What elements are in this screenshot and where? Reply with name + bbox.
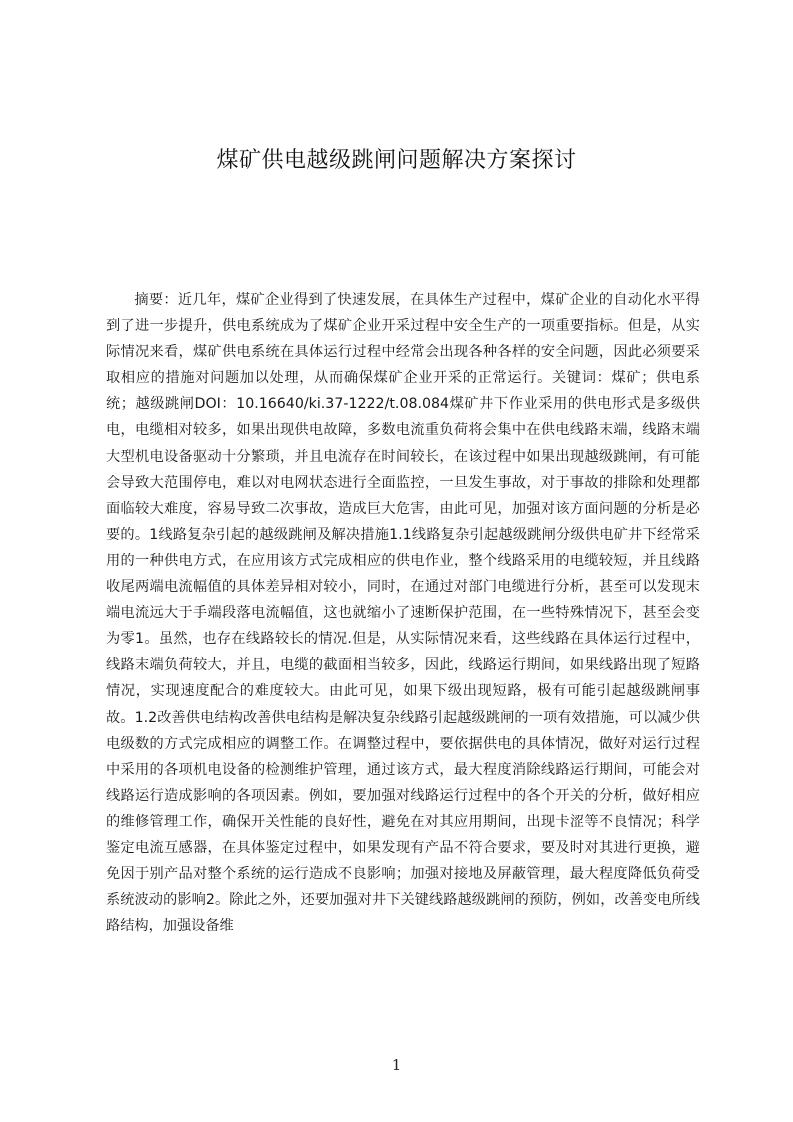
page-number: 1 xyxy=(391,1056,402,1074)
document-title: 煤矿供电越级跳闸问题解决方案探讨 xyxy=(216,148,577,173)
body-paragraph: 摘要：近几年，煤矿企业得到了快速发展，在具体生产过程中，煤矿企业的自动化水平得到了进一步提升，供电系统成为了煤矿企业开采过程中安全生产的一项重要指标。但是，从实际情况来看，煤矿供电系统在具体运行过程中经常会出现各种各样的安全问题，因此必须要采取相应的措施对问题加以处理，从而确保煤矿企业开采的正常运行。关键词：煤矿；供电系统；越级跳闸DOI：10.16640/ki.37-1222/t.08.084煤矿井下作业采用的供电形式是多级供电，电缆相对较多，如果出现供电故障，多数电流重负荷将会集中在供电线路末端，线路末端大型机电设备驱动十分繁琐，并且电流存在时间较长，在该过程中如果出现越级跳闸，有可能会导致大范围停电，难以对电网状态进行全面监控，一旦发生事故，对于事故的排除和处理都面临较大难度，容易导致二次事故，造成巨大危害，由此可见，加强对该方面问题的分析是必要的。1线路复杂引起的越级跳闸及解决措施1.1线路复杂引起越级跳闸分级供电矿井下经常采用的一种供电方式，在应用该方式完成相应的供电作业，整个线路采用的电缆较短，并且线路收尾两端电流幅值的具体差异相对较小，同时，在通过对部门电缆进行分析，甚至可以发现末端电流远大于手端段落电流幅值，这也就缩小了速断保护范围，在一些特殊情况下，甚至会变为零1。虽然，也存在线路较长的情况.但是，从实际情况来看，这些线路在具体运行过程中，线路末端负荷较大，并且，电缆的截面相当较多，因此，线路运行期间，如果线路出现了短路情况，实现速度配合的难度较大。由此可见，如果下级出现短路，极有可能引起越级跳闸事故。1.2改善供电结构改善供电结构是解决复杂线路引起越级跳闸的一项有效措施，可以减少供电级数的方式完成相应的调整工作。在调整过程中，要依据供电的具体情况，做好对运行过程中采用的各项机电设备的检测维护管理，通过该方式，最大程度消除线路运行期间，可能会对线路运行造成影响的各项因素。例如，要加强对线路运行过程中的各个开关的分析，做好相应的维修管理工作，确保开关性能的良好性，避免在对其应用期间，出现卡涩等不良情况；科学鉴定电流互感器，在具体鉴定过程中，如果发现有产品不符合要求，要及时对其进行更换，避免因于别产品对整个系统的运行造成不良影响；加强对接地及屏蔽管理，最大程度降低负荷受系统波动的影响2。除此之外，还要加强对井下关键线路越级跳闸的预防，例如，改善变电所线路结构，加强设备维 xyxy=(106,292,700,935)
